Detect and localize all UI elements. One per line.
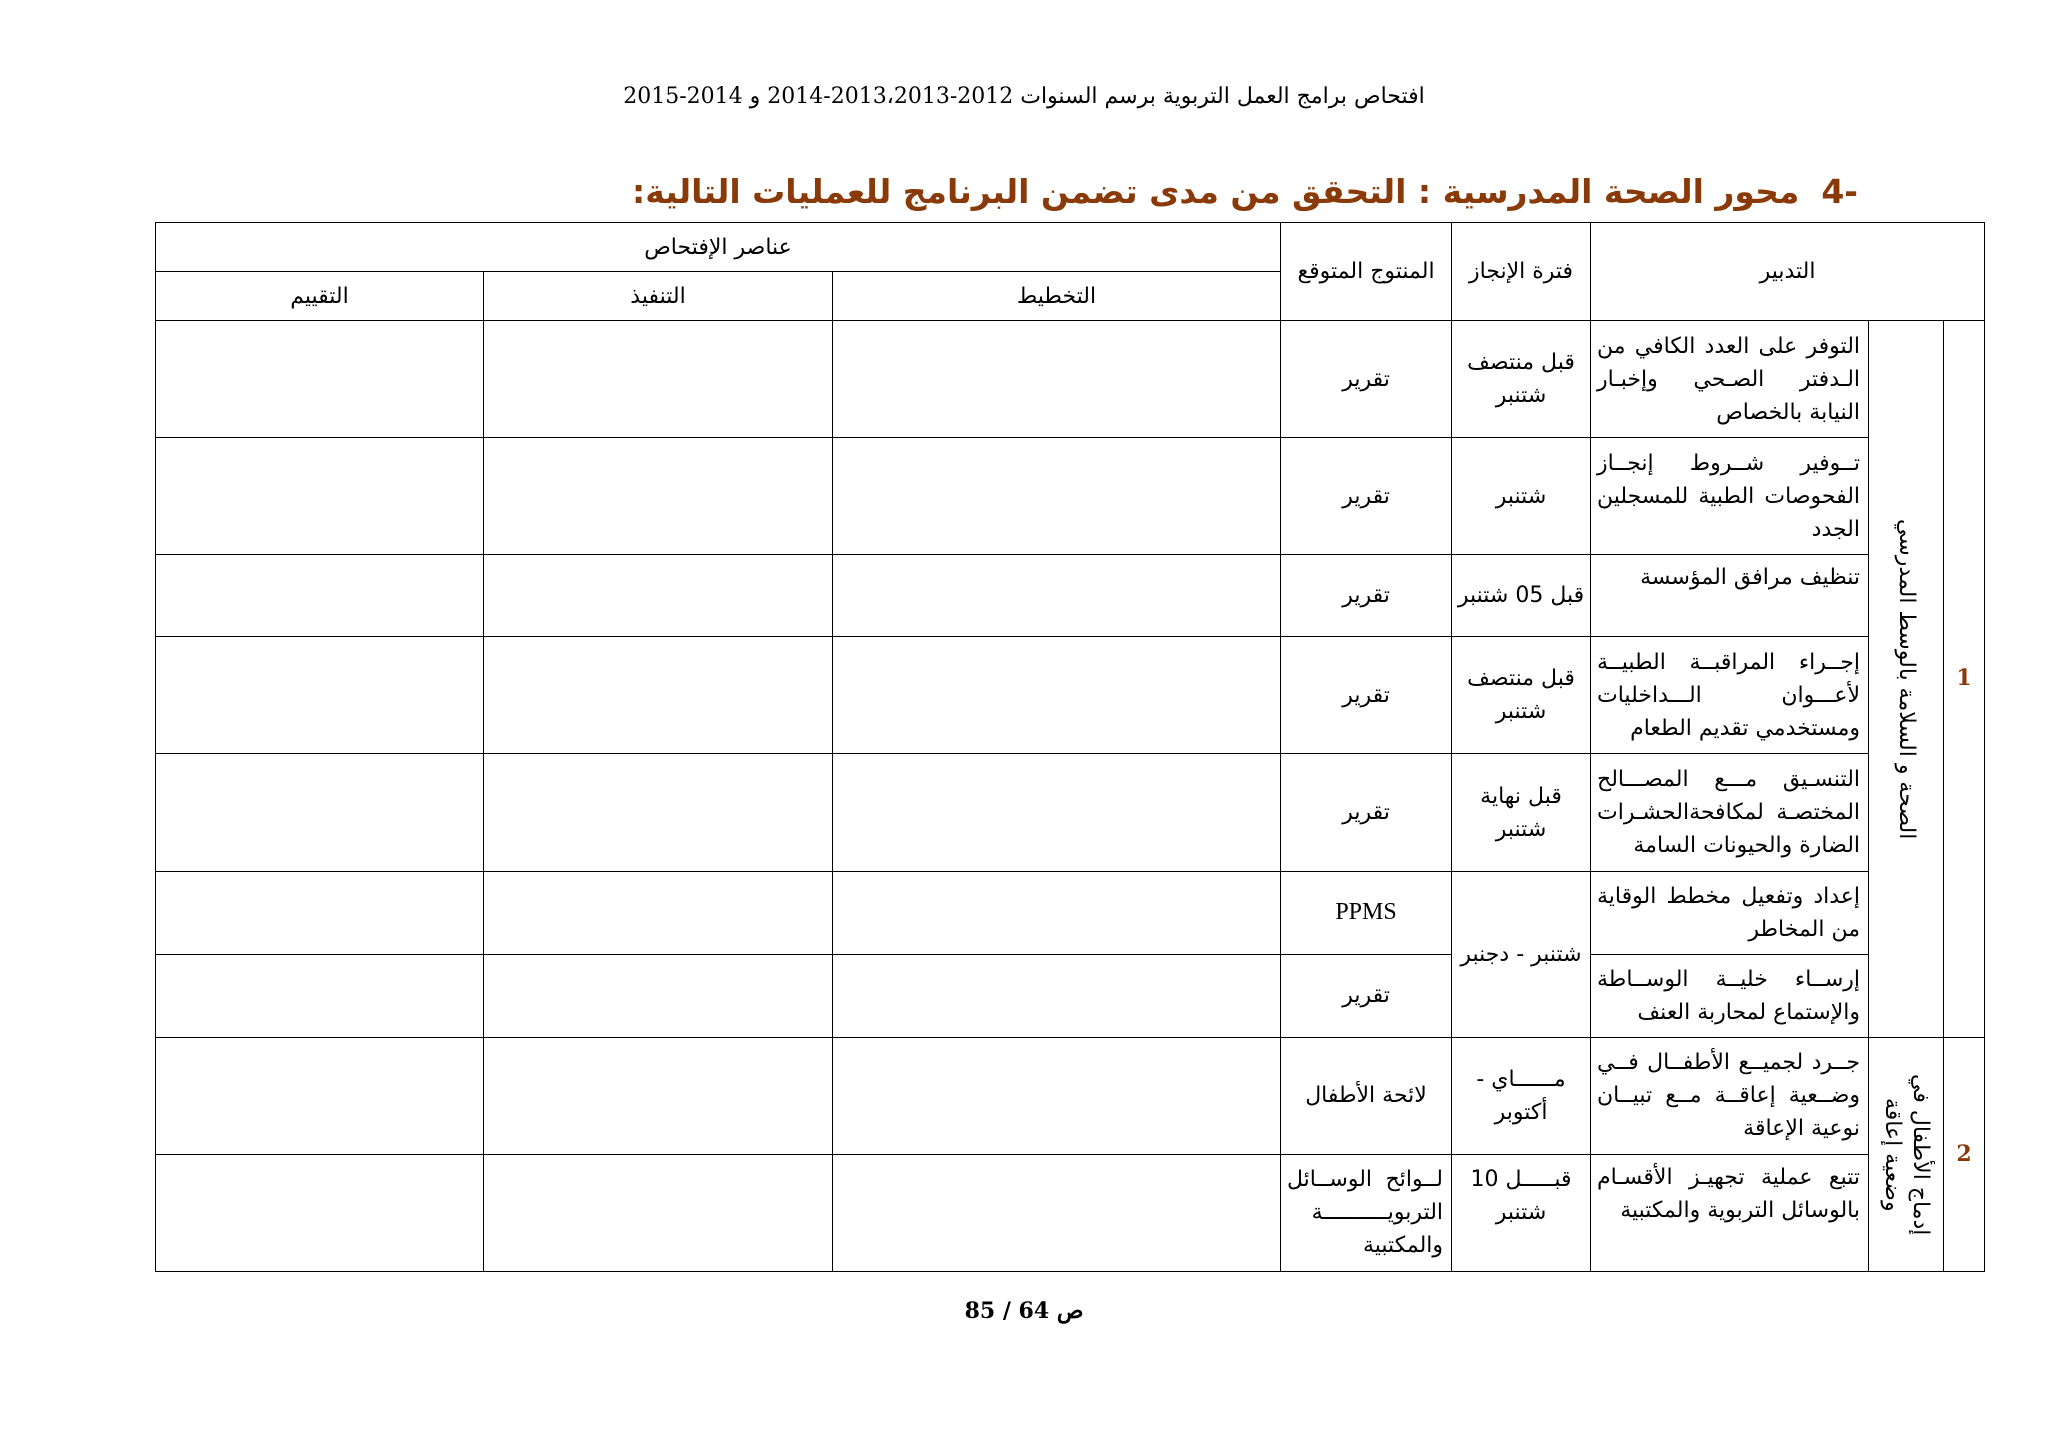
execution-cell[interactable] <box>484 754 833 871</box>
table-row <box>156 438 1985 555</box>
period-cell: قبل منتصف شتنبر <box>1452 321 1591 438</box>
page-number: 85 / 64 ص <box>964 1298 1084 1324</box>
evaluation-cell[interactable] <box>156 1154 484 1271</box>
period-cell: قبل 05 شتنبر <box>1452 555 1591 637</box>
product-cell: لــوائح الوســائل التربويــــــــــة والمكتبية <box>1281 1154 1452 1271</box>
product-cell: تقرير <box>1281 754 1452 871</box>
period-cell: شتنبر - دجنبر <box>1452 871 1591 1037</box>
section-number: -4 <box>1821 172 1858 211</box>
audit-table <box>155 222 1985 1272</box>
table-row <box>156 321 1985 438</box>
planning-cell[interactable] <box>833 954 1281 1037</box>
header-measure: التدبير <box>1591 223 1985 321</box>
planning-cell[interactable] <box>833 1154 1281 1271</box>
header-product: المنتوج المتوقع <box>1281 223 1452 321</box>
section-title-text: محور الصحة المدرسية : التحقق من مدى تضمن البرنامج للعمليات التالية: <box>632 172 1800 211</box>
planning-cell[interactable] <box>833 871 1281 954</box>
planning-cell[interactable] <box>833 754 1281 871</box>
evaluation-cell[interactable] <box>156 321 484 438</box>
evaluation-cell[interactable] <box>156 438 484 555</box>
evaluation-cell[interactable] <box>156 954 484 1037</box>
period-cell: قبل نهاية شتنبر <box>1452 754 1591 871</box>
product-cell: PPMS <box>1281 871 1452 954</box>
planning-cell[interactable] <box>833 438 1281 555</box>
product-cell: لائحة الأطفال <box>1281 1037 1452 1154</box>
table-row <box>156 637 1985 754</box>
group-axis-label: الصحة و السلامة بالوسط المدرسي <box>1894 518 1920 840</box>
product-cell: تقرير <box>1281 954 1452 1037</box>
measure-cell: تتبع عملية تجهيـز الأقسـام بالوسائل التربوية والمكتبية <box>1591 1154 1869 1271</box>
header-planning: التخطيط <box>833 272 1281 321</box>
table-row <box>156 754 1985 871</box>
planning-cell[interactable] <box>833 1037 1281 1154</box>
measure-cell: إرســاء خليــة الوســاطة والإستماع لمحاربة العنف <box>1591 954 1869 1037</box>
measure-cell: إعداد وتفعيل مخطط الوقاية من المخاطر <box>1591 871 1869 954</box>
execution-cell[interactable] <box>484 954 833 1037</box>
group-axis-cell <box>1869 1037 1944 1271</box>
table-row <box>156 1037 1985 1154</box>
header-evaluation: التقييم <box>156 272 484 321</box>
table-row <box>156 555 1985 637</box>
product-cell: تقرير <box>1281 321 1452 438</box>
measure-cell: التنسـيق مـــع المصـــالح المختصـة لمكافحةالحشـرات الضارة والحيونات السامة <box>1591 754 1869 871</box>
execution-cell[interactable] <box>484 1037 833 1154</box>
planning-cell[interactable] <box>833 637 1281 754</box>
group-number: 2 <box>1944 1037 1985 1271</box>
evaluation-cell[interactable] <box>156 637 484 754</box>
header-period: فترة الإنجاز <box>1452 223 1591 321</box>
execution-cell[interactable] <box>484 555 833 637</box>
header-execution: التنفيذ <box>484 272 833 321</box>
measure-cell: تــوفير شــروط إنجــاز الفحوصات الطبية للمسجلين الجدد <box>1591 438 1869 555</box>
planning-cell[interactable] <box>833 555 1281 637</box>
section-title <box>632 172 1858 211</box>
period-cell: مــــــاي - أكتوبر <box>1452 1037 1591 1154</box>
group-axis-label: إدماج الأطفال في وضعية إعاقة <box>1880 1073 1934 1236</box>
table-row <box>156 871 1985 954</box>
period-cell: قبـــــل 10 شتنبر <box>1452 1154 1591 1271</box>
execution-cell[interactable] <box>484 321 833 438</box>
measure-cell: التوفر على العدد الكافي من الـدفتر الصـحي وإخبـار النيابة بالخصاص <box>1591 321 1869 438</box>
execution-cell[interactable] <box>484 637 833 754</box>
group-axis-cell <box>1869 321 1944 1038</box>
execution-cell[interactable] <box>484 438 833 555</box>
measure-cell: إجــراء المراقبــة الطبيــة لأعـــوان الـــداخليات ومستخدمي تقديم الطعام <box>1591 637 1869 754</box>
measure-cell: جــرد لجميــع الأطفــال فــي وضــعية إعاقــة مــع تبيــان نوعية الإعاقة <box>1591 1037 1869 1154</box>
evaluation-cell[interactable] <box>156 1037 484 1154</box>
period-cell: شتنبر <box>1452 438 1591 555</box>
group-number: 1 <box>1944 321 1985 1038</box>
document-header: افتحاص برامج العمل التربوية برسم السنوات 2012-2013،2013-2014 و 2014-2015 <box>623 84 1425 109</box>
header-audit-elements: عناصر الإفتحاص <box>156 223 1281 272</box>
evaluation-cell[interactable] <box>156 871 484 954</box>
execution-cell[interactable] <box>484 871 833 954</box>
table-row <box>156 954 1985 1037</box>
planning-cell[interactable] <box>833 321 1281 438</box>
execution-cell[interactable] <box>484 1154 833 1271</box>
evaluation-cell[interactable] <box>156 754 484 871</box>
product-cell: تقرير <box>1281 555 1452 637</box>
period-cell: قبل منتصف شتنبر <box>1452 637 1591 754</box>
product-cell: تقرير <box>1281 637 1452 754</box>
table-row <box>156 1154 1985 1271</box>
product-cell: تقرير <box>1281 438 1452 555</box>
evaluation-cell[interactable] <box>156 555 484 637</box>
measure-cell: تنظيف مرافق المؤسسة <box>1591 555 1869 637</box>
